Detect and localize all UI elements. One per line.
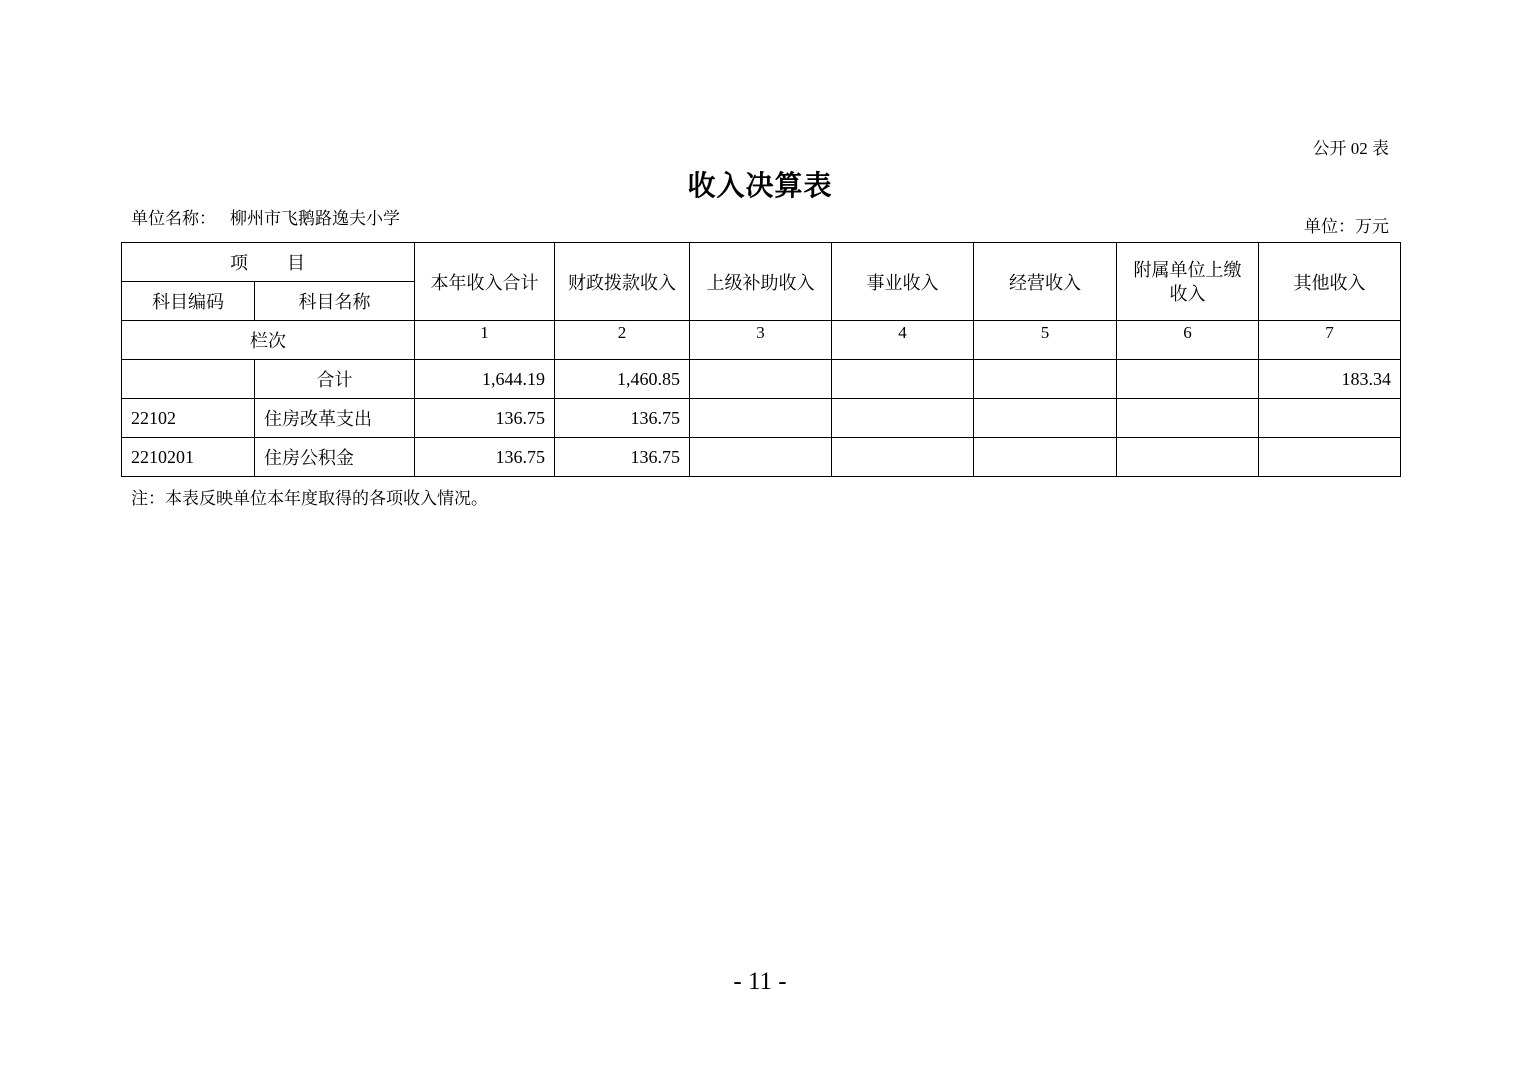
column-index: 5 <box>974 321 1117 360</box>
row-value <box>690 360 832 399</box>
header-name: 科目名称 <box>255 282 415 321</box>
row-name: 住房公积金 <box>255 438 415 477</box>
table-row <box>122 438 1401 477</box>
table-row <box>122 399 1401 438</box>
unit-name-label: 单位名称： <box>131 209 216 228</box>
income-statement-table <box>121 242 1401 477</box>
row-value <box>690 438 832 477</box>
row-name: 住房改革支出 <box>255 399 415 438</box>
unit-name-value: 柳州市飞鹅路逸夫小学 <box>230 209 400 228</box>
header-item: 项 目 <box>122 243 415 282</box>
header-row-1 <box>122 243 1401 282</box>
row-value <box>1117 360 1259 399</box>
row-value <box>1117 438 1259 477</box>
row-value: 136.75 <box>415 399 555 438</box>
row-value: 136.75 <box>415 438 555 477</box>
row-code <box>122 360 255 399</box>
row-value <box>974 438 1117 477</box>
header-code: 科目编码 <box>122 282 255 321</box>
row-code: 2210201 <box>122 438 255 477</box>
header-total: 本年收入合计 <box>415 243 555 321</box>
row-value: 136.75 <box>555 438 690 477</box>
column-index: 2 <box>555 321 690 360</box>
currency-unit: 单位：万元 <box>1304 217 1389 236</box>
row-value <box>832 360 974 399</box>
page-title: 收入决算表 <box>687 171 833 202</box>
header-business: 事业收入 <box>832 243 974 321</box>
row-value: 1,460.85 <box>555 360 690 399</box>
header-fiscal: 财政拨款收入 <box>555 243 690 321</box>
header-operating: 经营收入 <box>974 243 1117 321</box>
row-value <box>1259 438 1401 477</box>
column-index-row <box>122 321 1401 360</box>
column-index: 3 <box>690 321 832 360</box>
page-number: - 11 - <box>733 968 787 995</box>
row-value <box>974 360 1117 399</box>
column-index: 6 <box>1117 321 1259 360</box>
row-name: 合计 <box>255 360 415 399</box>
column-index: 7 <box>1259 321 1401 360</box>
row-value: 136.75 <box>555 399 690 438</box>
header-affiliated: 附属单位上缴收入 <box>1117 243 1259 321</box>
column-index-label: 栏次 <box>122 321 415 360</box>
row-value <box>1259 399 1401 438</box>
table-row-total <box>122 360 1401 399</box>
column-index: 1 <box>415 321 555 360</box>
row-code: 22102 <box>122 399 255 438</box>
table-note: 注：本表反映单位本年度取得的各项收入情况。 <box>131 489 488 508</box>
row-value: 183.34 <box>1259 360 1401 399</box>
row-value: 1,644.19 <box>415 360 555 399</box>
unit-name-line <box>131 204 400 229</box>
row-value <box>832 399 974 438</box>
row-value <box>974 399 1117 438</box>
row-value <box>1117 399 1259 438</box>
column-index: 4 <box>832 321 974 360</box>
form-code: 公开 02 表 <box>1312 139 1389 158</box>
row-value <box>690 399 832 438</box>
row-value <box>832 438 974 477</box>
header-superior: 上级补助收入 <box>690 243 832 321</box>
header-other: 其他收入 <box>1259 243 1401 321</box>
